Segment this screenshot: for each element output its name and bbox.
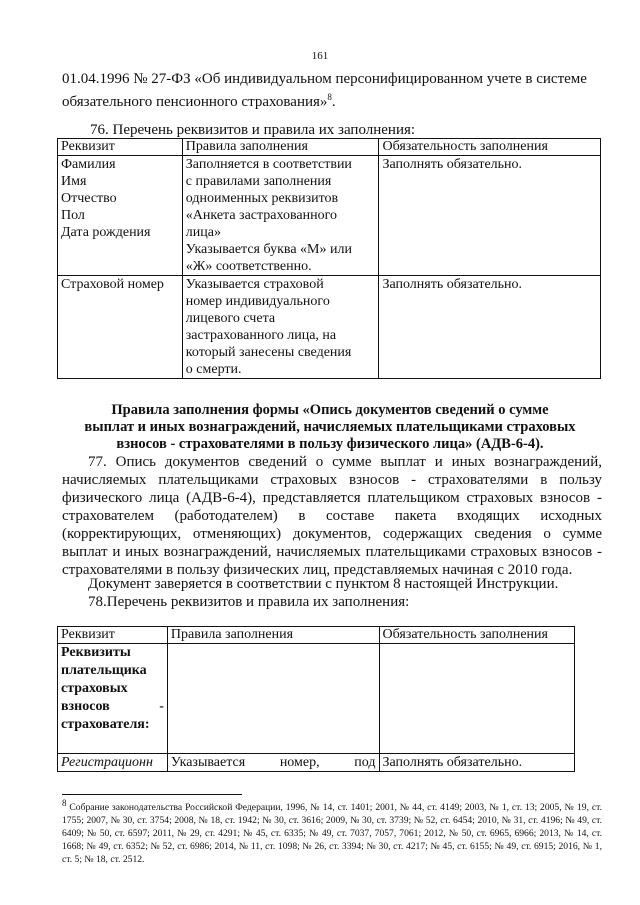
header-required: Обязательность заполнения xyxy=(379,627,574,644)
header-rules: Правила заполнения xyxy=(182,139,379,156)
rule-line: «Ж» соответственно. xyxy=(185,259,312,274)
field-line: Реквизиты xyxy=(61,645,131,660)
field-name: Имя xyxy=(61,174,87,189)
rule-line: о смерти. xyxy=(185,362,242,377)
rule-line: застрахованного лица, на xyxy=(185,328,337,343)
required-cell: Заполнять обязательно. xyxy=(379,276,601,379)
table-78-header xyxy=(58,627,575,644)
intro-paragraph xyxy=(62,70,602,111)
footnote-ref: 8 xyxy=(327,92,332,102)
field-line: страхователя: xyxy=(61,717,150,732)
field-birthdate: Дата рождения xyxy=(61,225,151,240)
rule-line: который занесены сведения xyxy=(185,345,352,360)
field-patronymic: Отчество xyxy=(61,191,117,206)
required-cell: Заполнять обязательно. xyxy=(379,156,601,276)
page-number: 161 xyxy=(311,50,329,62)
rule-line: Указывается номер, под xyxy=(170,755,376,770)
header-field: Реквизит xyxy=(58,139,183,156)
rule-line: лицевого счета xyxy=(185,311,276,326)
table-76 xyxy=(57,138,601,379)
rule-line: номер индивидуального xyxy=(185,294,330,309)
header-required: Обязательность заполнения xyxy=(379,139,601,156)
table-row xyxy=(58,156,601,276)
header-rules: Правила заполнения xyxy=(167,627,379,644)
required-cell xyxy=(379,644,574,754)
rule-line: Заполняется в соответствии xyxy=(185,157,352,172)
rule-line: Указывается страховой xyxy=(185,277,324,292)
rules-cell xyxy=(182,156,379,276)
footnote-text: Собрание законодательства Российской Федерации, 1996, № 14, ст. 1401; 2001, № 44, ст. 4149; 2003, № 1, ст. 13; 2005, № 19, ст. 1755; 2007, № 30, ст. 3754; 2008, № 18, ст. 1942; № 30, ст. 3616; 2009, № 30, ст. 3739; № 52, ст. 6454; 2010, № 31, ст. 4196; № 49, ст. 6409; № 50, ст. 6597; 2011, № 29, ст. 4291; № 45, ст. 6335; № 49, ст. 7037, 7057, 7061; 2012, № 50, ст. 6965, 6966; 2013, № 14, ст. 1668; № 49, ст. 6352; № 52, ст. 6986; 2014, № 11, ст. 1098; № 26, ст. 3394; № 30, ст. 4217; № 45, ст. 6155; № 49, ст. 6915; 2016, № 1, ст. 5; № 18, ст. 2512. xyxy=(62,802,602,866)
footnote xyxy=(62,797,602,866)
table-78 xyxy=(57,626,575,772)
paragraph-certify: Документ заверяется в соответствии с пунктом 8 настоящей Инструкции. xyxy=(88,576,559,592)
section-76-heading: 76. Перечень реквизитов и правила их заполнения: xyxy=(90,122,416,138)
rule-line: с правилами заполнения xyxy=(185,174,332,189)
header-field: Реквизит xyxy=(58,627,168,644)
section-78-heading: 78.Перечень реквизитов и правила их заполнения: xyxy=(88,594,410,610)
field-line: взносов - xyxy=(61,699,164,714)
field-cell: Страховой номер xyxy=(58,276,183,379)
rule-line: одноименных реквизитов xyxy=(185,191,339,206)
rules-cell xyxy=(167,754,379,772)
rule-line: Указывается буква «М» или xyxy=(185,242,352,257)
field-surname: Фамилия xyxy=(61,157,116,172)
footnote-divider xyxy=(62,794,242,795)
heading-line: взносов - страхователями в пользу физического лица» (АДВ-6-4). xyxy=(116,436,544,452)
table-row xyxy=(58,644,575,754)
adv-6-4-heading xyxy=(70,402,590,453)
field-sex: Пол xyxy=(61,208,85,223)
field-cell: Регистрационн xyxy=(58,754,168,772)
rule-line: «Анкета застрахованного xyxy=(185,208,337,223)
field-line: страховых xyxy=(61,681,128,696)
table-76-header xyxy=(58,139,601,156)
heading-line: Правила заполнения формы «Опись документов сведений о сумме xyxy=(111,402,549,418)
field-line: плательщика xyxy=(61,663,147,678)
heading-line: выплат и иных вознаграждений, начисляемых плательщиками страховых xyxy=(84,419,576,435)
field-cell xyxy=(58,156,183,276)
intro-line-2: обязательного пенсионного страхования»$^8$. xyxy=(62,92,336,110)
paragraph-77: 77. Опись документов сведений о сумме выплат и иных вознаграждений, начисляемых плательщиками страховых взносов - страхователями в пользу физического лица (АДВ-6-4), представляется плательщиком страховых взносов - страхователем (работодателем) в составе пакета входящих исходных (корректирующих, отменяющих) документов, содержащих сведения о сумме выплат и иных вознаграждений, начисляемых плательщиками страховых взносов - страхователями в пользу физических лиц, представляемых начиная с 2010 года. xyxy=(62,454,602,578)
required-cell: Заполнять обязательно. xyxy=(379,754,574,772)
rules-cell xyxy=(182,276,379,379)
rule-line: лица» xyxy=(185,225,221,240)
rules-cell xyxy=(167,644,379,754)
intro-line-1: 01.04.1996 № 27-ФЗ «Об индивидуальном персонифицированном учете в системе xyxy=(62,71,587,87)
table-row xyxy=(58,276,601,379)
footnote-mark: 8 xyxy=(62,798,67,808)
field-cell xyxy=(58,644,168,754)
table-row xyxy=(58,754,575,772)
